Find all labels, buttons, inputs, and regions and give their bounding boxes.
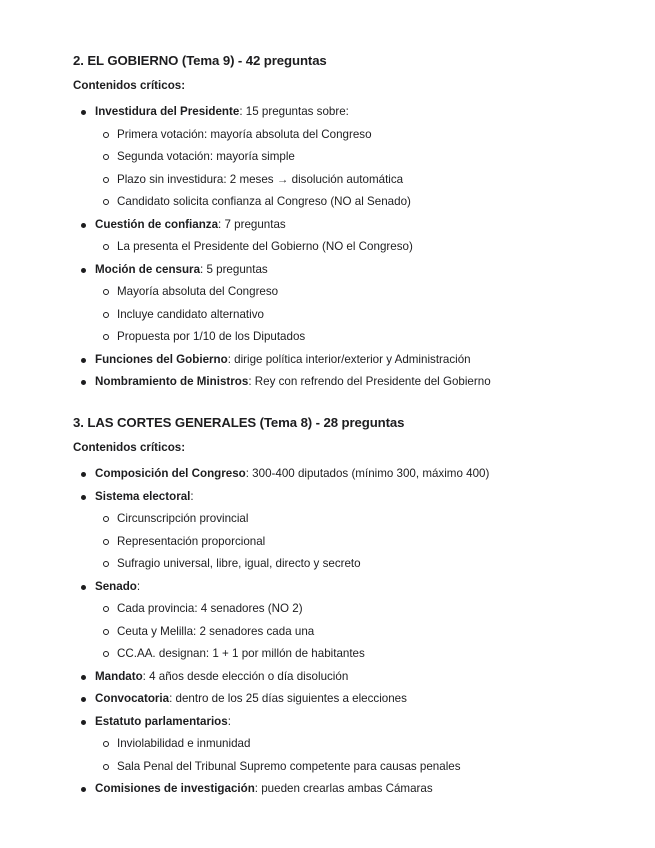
- bullet-list: [73, 104, 655, 390]
- item-text: :: [136, 579, 141, 593]
- list-item: [73, 352, 655, 368]
- section-gobierno: [73, 52, 655, 390]
- sub-list-item: Ceuta y Melilla: 2 senadores cada una: [95, 624, 655, 640]
- section-title: 3. LAS CORTES GENERALES (Tema 8) - 28 preguntas: [73, 415, 405, 430]
- sub-list-item: Sufragio universal, libre, igual, directo y secreto: [95, 556, 655, 572]
- sub-list: [95, 736, 655, 775]
- sub-list-item: Cada provincia: 4 senadores (NO 2): [95, 601, 655, 617]
- section-subtitle: Contenidos críticos:: [73, 441, 186, 454]
- item-text: :: [227, 714, 231, 728]
- sub-list-item: Incluye candidato alternativo: [95, 307, 655, 323]
- item-text: : dirige política interior/exterior y Administración: [227, 352, 471, 366]
- list-item: [73, 489, 655, 573]
- sub-list-item: Segunda votación: mayoría simple: [95, 149, 655, 165]
- item-label: Moción de censura: [95, 262, 201, 276]
- item-label: Convocatoria: [95, 692, 170, 705]
- item-text: : 5 preguntas: [200, 262, 268, 276]
- section-subtitle: Contenidos críticos:: [73, 79, 186, 92]
- list-item: [73, 466, 655, 482]
- sub-list-item: Representación proporcional: [95, 534, 655, 550]
- item-text: : 4 años desde elección o día disolución: [142, 669, 349, 683]
- list-item: [73, 262, 655, 346]
- sub-list-item: CC.AA. designan: 1 + 1 por millón de habitantes: [95, 646, 655, 662]
- sub-list-item: Circunscripción provincial: [95, 511, 655, 527]
- list-item: [73, 579, 655, 663]
- sub-list-item: Sala Penal del Tribunal Supremo competente para causas penales: [95, 759, 655, 775]
- sub-list-item: Primera votación: mayoría absoluta del Congreso: [95, 127, 655, 143]
- item-text: : Rey con refrendo del Presidente del Gobierno: [248, 375, 491, 388]
- item-text: : 15 preguntas sobre:: [239, 105, 349, 118]
- list-item: [73, 781, 655, 797]
- item-label: Investidura del Presidente: [95, 105, 240, 118]
- item-label: Mandato: [95, 669, 143, 683]
- list-item: [73, 669, 655, 685]
- item-label: Sistema electoral: [95, 489, 191, 503]
- item-text: :: [190, 489, 194, 503]
- sub-list: [95, 284, 655, 345]
- list-item: [73, 691, 655, 707]
- item-text: : 300-400 diputados (mínimo 300, máximo 400): [245, 467, 490, 480]
- sub-list-item: La presenta el Presidente del Gobierno (NO el Congreso): [95, 239, 655, 255]
- sub-list-item: Plazo sin investidura: 2 meses → disolución automática: [95, 172, 655, 188]
- item-label: Composición del Congreso: [95, 467, 246, 480]
- item-label: Senado: [95, 579, 137, 593]
- sub-list-item: Propuesta por 1/10 de los Diputados: [95, 329, 655, 345]
- item-label: Cuestión de confianza: [95, 217, 219, 231]
- sub-list: [95, 239, 655, 255]
- sub-list: [95, 601, 655, 662]
- item-label: Nombramiento de Ministros: [95, 375, 249, 388]
- sub-list-item: Inviolabilidad e inmunidad: [95, 736, 655, 752]
- item-label: Funciones del Gobierno: [95, 352, 228, 366]
- sub-list-item: Mayoría absoluta del Congreso: [95, 284, 655, 300]
- item-label: Comisiones de investigación: [95, 782, 255, 795]
- list-item: [73, 374, 655, 390]
- section-title: 2. EL GOBIERNO (Tema 9) - 42 preguntas: [73, 53, 327, 68]
- list-item: [73, 104, 655, 210]
- item-label: Estatuto parlamentarios: [95, 714, 228, 728]
- item-text: : pueden crearlas ambas Cámaras: [254, 782, 433, 795]
- sub-list: [95, 511, 655, 572]
- sub-list: [95, 127, 655, 211]
- list-item: [73, 217, 655, 256]
- section-cortes-generales: [73, 414, 655, 797]
- list-item: [73, 714, 655, 775]
- sub-list-item: Candidato solicita confianza al Congreso (NO al Senado): [95, 194, 655, 210]
- item-text: : 7 preguntas: [218, 217, 286, 231]
- item-text: : dentro de los 25 días siguientes a elecciones: [169, 692, 407, 705]
- bullet-list: [73, 466, 655, 797]
